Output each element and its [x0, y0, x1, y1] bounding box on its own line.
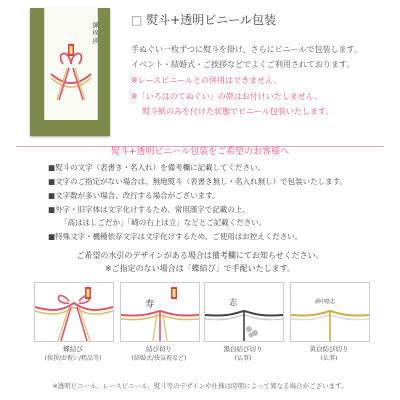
- rule-line: ■文字のご指定がない場合は、無地熨斗（表書き無し・名入れ無し）で包装いたします。: [48, 177, 347, 186]
- mizuhiki-name: 蝶結び: [63, 345, 83, 353]
- product-image: [30, 8, 110, 136]
- rule-line: ■外字・旧字体は文字化けするため、常用漢字で記載の上、: [48, 205, 250, 214]
- mizuhiki-note: ※ご指定のない場合は「蝶結び」で手配いたします。: [104, 264, 296, 273]
- black-knot-label: 志: [229, 298, 237, 307]
- rule-line: 「高ははしごだか」「崎の右上は立」などとご記載ください。: [60, 218, 267, 227]
- section-title: [131, 11, 276, 28]
- section-2-heading-text: 熨斗+透明ビニール包装をご希望のお客様へ: [105, 147, 295, 157]
- yellow-knot-icon: [291, 283, 369, 341]
- mizuhiki-usage: (仏事): [234, 355, 252, 362]
- warning-line: ※レースビニールとの併用はできません。: [131, 76, 282, 85]
- mizuhiki-card-yellow: [290, 282, 370, 342]
- noshi-paper: [44, 8, 98, 120]
- square-icon: □: [131, 13, 143, 27]
- noshi-ribbon-illustration: [45, 8, 97, 120]
- warning-line: 熨斗紙のみを付けた状態でビニール包装いたします。: [142, 107, 334, 116]
- mizuhiki-usage: (結婚式/快気祝など): [131, 355, 187, 362]
- black-knot-icon: [205, 283, 283, 341]
- mizuhiki-card-bow: [34, 282, 114, 342]
- mizuhiki-card-knot: [120, 282, 200, 342]
- bow-knot-icon: [35, 283, 113, 341]
- description-line: 手ぬぐい一枚ずつに熨斗を掛け、さらにビニールで包装します。: [131, 45, 362, 54]
- noshi-name-text: 御 挨 拶: [91, 22, 98, 44]
- mizuhiki-usage: (挨拶/お祝い/粗品等): [44, 355, 102, 362]
- description-line: イベント・結婚式・ご挨拶などでよくご利用されております。: [131, 60, 355, 69]
- section-2-heading: [0, 139, 400, 158]
- rule-line: ■特殊文字・機種依存文字は文字化けするため、ご使用はお控えください。: [48, 232, 303, 241]
- mizuhiki-name: 黒白結び切り: [223, 345, 263, 353]
- mizuhiki-usage: (仏事): [320, 355, 338, 362]
- mizuhiki-name: 黄白結び切り: [309, 345, 349, 353]
- rule-line: ■文字数が多い場合、改行する場合がございます。: [48, 191, 220, 200]
- mizuhiki-name: 結び切り: [146, 345, 172, 353]
- mizuhiki-card-black: [204, 282, 284, 342]
- knot-label: 寿: [145, 300, 155, 310]
- section-title-text: 熨斗+透明ビニール包装: [146, 13, 276, 27]
- warning-line: ※「いろはのてぬぐい」の帯はお付けいたしません。: [131, 92, 323, 101]
- rule-line: ■熨斗の文字（表書き・名入れ）を備考欄に記載してください。: [48, 163, 266, 172]
- knot-icon: [121, 283, 199, 341]
- footnote: ※透明ビニール、レースビニール、熨斗等のデザインや仕様は時期によって異なる場合がございます。: [52, 382, 348, 390]
- yellow-knot-label: 満中陰志: [315, 299, 336, 305]
- mizuhiki-note: ご希望の水引のデザインがある場合は備考欄にてお知らせください。: [76, 251, 324, 260]
